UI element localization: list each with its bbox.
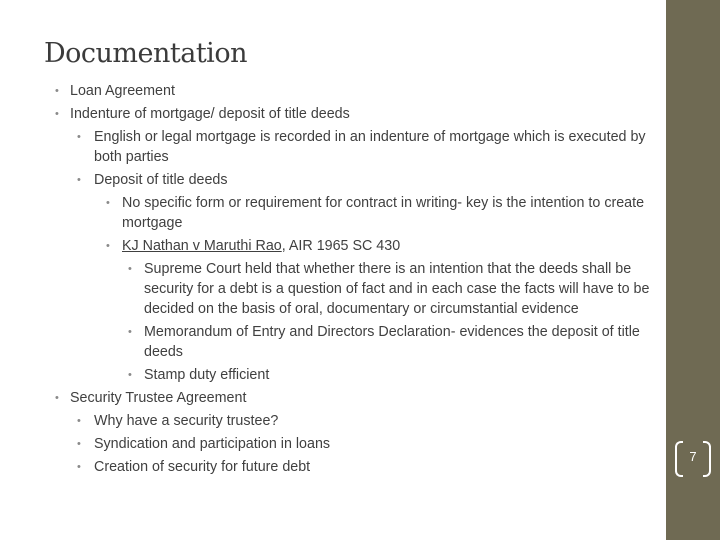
bullet-icon: • bbox=[77, 438, 81, 450]
bullet-list bbox=[0, 81, 660, 480]
bullet-icon: • bbox=[55, 108, 59, 120]
bullet-english-mortgage: • English or legal mortgage is recorded in an indenture of mortgage which is executed by both parties bbox=[77, 129, 646, 165]
bullet-icon: • bbox=[55, 392, 59, 404]
bullet-case-citation: • KJ Nathan v Maruthi Rao, AIR 1965 SC 430 bbox=[106, 238, 401, 254]
bullet-why-trustee: • Why have a security trustee? bbox=[77, 413, 279, 429]
bullet-icon: • bbox=[106, 240, 110, 252]
bullet-icon: • bbox=[77, 131, 81, 143]
bullet-icon: • bbox=[77, 461, 81, 473]
case-link[interactable]: KJ Nathan v Maruthi Rao bbox=[122, 238, 282, 254]
bullet-deposit-title-deeds: • Deposit of title deeds bbox=[77, 172, 228, 188]
bullet-future-debt: • Creation of security for future debt bbox=[77, 459, 311, 475]
bullet-security-trustee: • Security Trustee Agreement bbox=[55, 390, 247, 406]
bullet-icon: • bbox=[128, 326, 132, 338]
bullet-icon: • bbox=[77, 174, 81, 186]
slide-title: Documentation bbox=[44, 38, 247, 69]
bullet-icon: • bbox=[55, 85, 59, 97]
bullet-loan-agreement: • Loan Agreement bbox=[55, 83, 175, 99]
bullet-stamp-duty: • Stamp duty efficient bbox=[128, 367, 270, 383]
bullet-memorandum: • Memorandum of Entry and Directors Declaration- evidences the deposit of title deeds bbox=[128, 324, 640, 360]
bullet-icon: • bbox=[128, 263, 132, 275]
bullet-syndication: • Syndication and participation in loans bbox=[77, 436, 331, 452]
bullet-indenture: • Indenture of mortgage/ deposit of title deeds bbox=[55, 106, 350, 122]
bullet-icon: • bbox=[106, 197, 110, 209]
bullet-icon: • bbox=[77, 415, 81, 427]
bullet-no-specific-form: • No specific form or requirement for contract in writing- key is the intention to create mortgage bbox=[106, 195, 645, 231]
page-number-badge bbox=[675, 441, 711, 477]
bullet-icon: • bbox=[128, 369, 132, 381]
bullet-supreme-court: • Supreme Court held that whether there is an intention that the deeds shall be security for a debt is a question of fact and in each case the facts will have to be decided on the basis of oral, documentary or circumstantial evidence bbox=[128, 261, 650, 317]
page-number: 7 bbox=[689, 449, 697, 464]
